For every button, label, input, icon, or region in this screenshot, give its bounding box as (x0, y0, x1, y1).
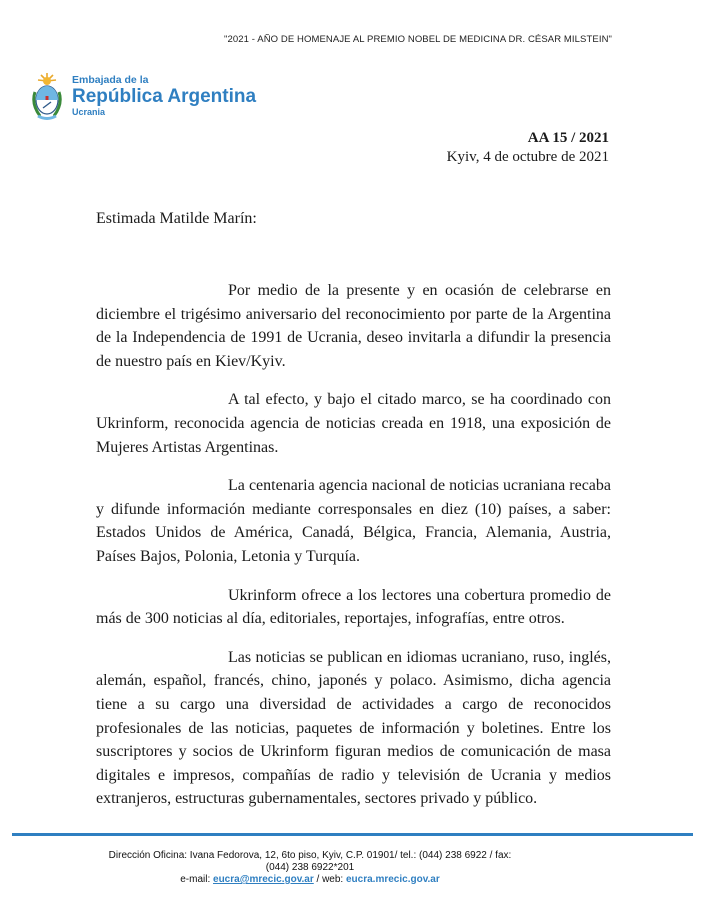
email-link[interactable]: eucra@mrecic.gov.ar (213, 874, 314, 885)
web-label: / web: (316, 874, 344, 885)
salutation: Estimada Matilde Marín: (96, 210, 257, 227)
email-label: e-mail: (180, 874, 211, 885)
footer (100, 850, 520, 886)
logo-line-ucrania: Ucrania (72, 107, 106, 117)
paragraph-1: Por medio de la presente y en ocasión de celebrarse en diciembre el trigésimo aniversario del reconocimiento por parte de la Argentina de la Independencia de 1991 de Ucrania, deseo invitarla a difundir la presencia de nuestro país en Kiev/Kyiv. (96, 282, 611, 370)
footer-address: Dirección Oficina: Ivana Fedorova, 12, 6to piso, Kyiv, C.P. 01901/ tel.: (044) 238 6922 / fax: (044) 238 6922*201 (108, 850, 512, 873)
logo-line-republica: República Argentina (72, 86, 257, 107)
paragraph-5: Las noticias se publican en idiomas ucraniano, ruso, inglés, alemán, español, francés, chino, japonés y polaco. Asimismo, dicha agencia tiene a su cargo una diversidad de actividades a cargo de reconocidos profesionales de las noticias, paquetes de información y boletines. Entre los suscriptores y socios de Ukrinform figuran medios de comunicación de masa digitales e impresos, compañías de radio y televisión de Ucrania y medios extranjeros, estructuras gubernamentales, sectores privado y público. (96, 648, 611, 808)
paragraph-3: La centenaria agencia nacional de noticias ucraniana recaba y difunde información mediante corresponsales en diez (10) países, a saber: Estados Unidos de América, Canadá, Bélgica, Francia, Alemania, Austria, Países Bajos, Polonia, Letonia y Turquía. (96, 477, 611, 565)
coat-of-arms-icon (30, 72, 64, 122)
logo-line-embajada: Embajada de la (72, 74, 149, 86)
letter-body (96, 279, 611, 826)
web-link[interactable]: eucra.mrecic.gov.ar (346, 874, 440, 885)
footer-divider (12, 833, 693, 836)
embassy-logo (30, 72, 270, 122)
paragraph-2: A tal efecto, y bajo el citado marco, se ha coordinado con Ukrinform, reconocida agencia de noticias creada en 1918, una exposición de Mujeres Artistas Argentinas. (96, 391, 611, 456)
header-motto: "2021 - AÑO DE HOMENAJE AL PREMIO NOBEL DE MEDICINA DR. CÉSAR MILSTEIN" (224, 34, 612, 45)
place-date: Kyiv, 4 de octubre de 2021 (446, 149, 609, 165)
reference-number: AA 15 / 2021 (527, 130, 609, 146)
footer-contact (100, 874, 520, 886)
paragraph-4: Ukrinform ofrece a los lectores una cobertura promedio de más de 300 noticias al día, editoriales, reportajes, infografías, entre otros. (96, 586, 611, 628)
reference-block (447, 129, 609, 167)
